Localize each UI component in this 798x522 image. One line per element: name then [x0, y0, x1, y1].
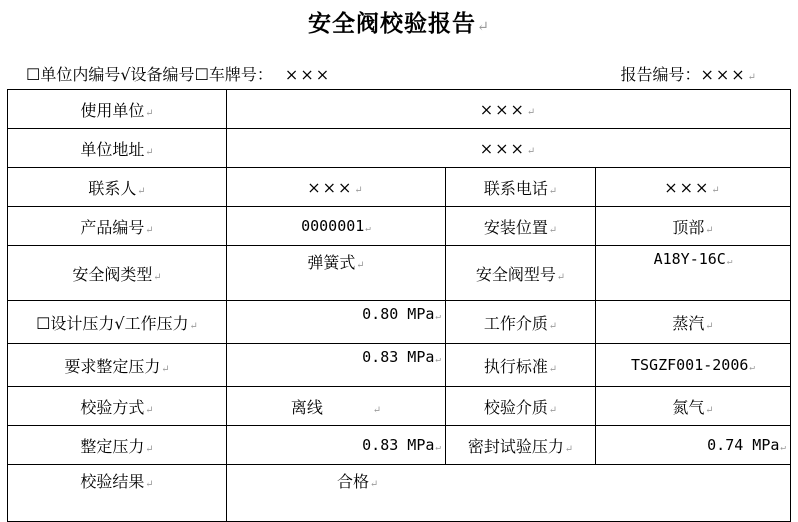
label-valve-type: 安全阀类型↵ [8, 246, 227, 301]
report-number-line [620, 64, 756, 89]
value-set-pressure: 0.83 MPa↵ [227, 426, 446, 465]
checkbox-device-no: √设备编号 [120, 65, 195, 84]
report-table [7, 89, 791, 522]
report-number-value: ××× [700, 65, 747, 84]
value-standard: TSGZF001-2006↵ [596, 344, 791, 387]
table-row [8, 301, 791, 344]
value-product-no: 0000001↵ [227, 207, 446, 246]
label-contact: 联系人↵ [8, 168, 227, 207]
label-product-no: 产品编号↵ [8, 207, 227, 246]
value-test-method: 离线 ↵ [227, 387, 446, 426]
label-test-result: 校验结果↵ [8, 465, 227, 522]
table-row [8, 168, 791, 207]
value-seal-test-pressure: 0.74 MPa↵ [596, 426, 791, 465]
label-test-method: 校验方式↵ [8, 387, 227, 426]
label-test-medium: 校验介质↵ [446, 387, 596, 426]
table-row [8, 246, 791, 301]
value-test-medium: 氮气↵ [596, 387, 791, 426]
return-mark-icon: ↵ [477, 19, 490, 35]
label-valve-model: 安全阀型号↵ [446, 246, 596, 301]
value-required-set-pressure: 0.83 MPa↵ [227, 344, 446, 387]
label-standard: 执行标准↵ [446, 344, 596, 387]
value-install-position: 顶部↵ [596, 207, 791, 246]
value-contact: ×××↵ [227, 168, 446, 207]
report-title [0, 6, 798, 42]
return-mark-icon: ↵ [747, 72, 756, 83]
label-pressure: ☐设计压力√工作压力↵ [8, 301, 227, 344]
value-unit-address: ×××↵ [227, 129, 791, 168]
value-contact-phone: ×××↵ [596, 168, 791, 207]
table-row [8, 387, 791, 426]
value-working-medium: 蒸汽↵ [596, 301, 791, 344]
identifier-value: ××× [284, 65, 332, 84]
table-row [8, 426, 791, 465]
table-row [8, 90, 791, 129]
label-contact-phone: 联系电话↵ [446, 168, 596, 207]
table-row [8, 344, 791, 387]
value-valve-model: A18Y-16C↵ [596, 246, 791, 301]
value-pressure: 0.80 MPa↵ [227, 301, 446, 344]
identifier-line [26, 64, 331, 86]
label-seal-test-pressure: 密封试验压力↵ [446, 426, 596, 465]
checkbox-unit-no: ☐单位内编号 [26, 65, 121, 84]
value-valve-type: 弹簧式↵ [227, 246, 446, 301]
table-row [8, 207, 791, 246]
value-user-unit: ×××↵ [227, 90, 791, 129]
label-install-position: 安装位置↵ [446, 207, 596, 246]
table-row [8, 129, 791, 168]
label-required-set-pressure: 要求整定压力↵ [8, 344, 227, 387]
label-working-medium: 工作介质↵ [446, 301, 596, 344]
label-unit-address: 单位地址↵ [8, 129, 227, 168]
value-test-result: 合格↵ [227, 465, 791, 522]
label-user-unit: 使用单位↵ [8, 90, 227, 129]
report-title-text: 安全阀校验报告 [308, 10, 477, 37]
label-set-pressure: 整定压力↵ [8, 426, 227, 465]
checkbox-plate-no: ☐车牌号： [194, 65, 273, 84]
report-number-label: 报告编号： [620, 65, 701, 84]
table-row [8, 465, 791, 522]
